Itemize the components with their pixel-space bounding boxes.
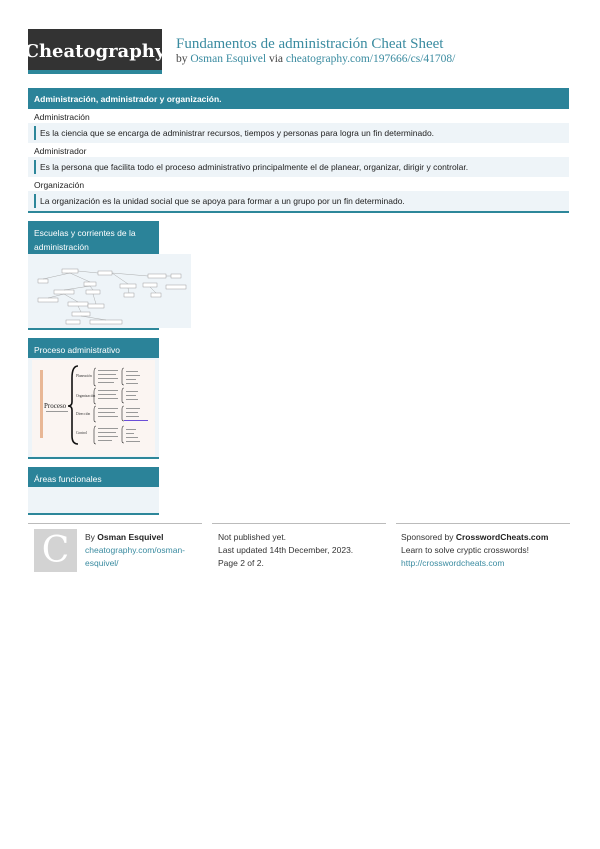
- section-header-areas: Áreas funcionales: [28, 467, 159, 487]
- cheatography-logo[interactable]: [24, 29, 166, 74]
- avatar: [34, 529, 77, 572]
- footer-author-url-cont[interactable]: esquivel/: [85, 558, 119, 568]
- footer-author-name[interactable]: Osman Esquivel: [97, 532, 164, 542]
- sponsor-url[interactable]: http://crosswordcheats.com: [401, 558, 505, 568]
- term-organizacion: Organización: [28, 177, 569, 193]
- footer-by-label: By: [85, 532, 95, 542]
- footer-published: Not published yet.: [218, 532, 287, 542]
- definition-organizacion: La organización es la unidad social que se apoya para formar a un grupo por un fin determinado.: [28, 191, 569, 211]
- footer-author-url[interactable]: cheatography.com/osman-: [85, 545, 186, 555]
- mind-map-diagram: [28, 254, 191, 328]
- via-label: via: [268, 53, 284, 65]
- proceso-diagram-image: [28, 358, 159, 458]
- footer-rule: [28, 523, 202, 524]
- avatar-letter: C: [41, 530, 70, 571]
- section-header-administracion: Administración, administrador y organización.: [28, 88, 569, 109]
- footer-rule: [212, 523, 386, 524]
- box-separator-line: [28, 328, 159, 330]
- author-link[interactable]: Osman Esquivel: [190, 53, 267, 65]
- footer-author-block: [85, 531, 185, 570]
- footer-rule: [396, 523, 570, 524]
- svg-text:Control: Control: [76, 431, 87, 435]
- areas-body: [28, 487, 159, 513]
- sheet-url-link[interactable]: cheatography.com/197666/cs/41708/: [285, 53, 456, 65]
- byline: [176, 53, 455, 65]
- sponsor-name[interactable]: CrosswordCheats.com: [455, 532, 549, 542]
- svg-text:Planeación: Planeación: [76, 374, 92, 378]
- process-diagram: [28, 358, 159, 458]
- box-separator-line: [28, 513, 159, 515]
- svg-text:Proceso: Proceso: [44, 402, 67, 410]
- box-separator-line: [28, 457, 159, 459]
- footer-status-block: [218, 531, 353, 570]
- svg-text:Organización: Organización: [76, 394, 96, 398]
- definition-administracion: Es la ciencia que se encarga de administrar recursos, tiempos y personas para logra un fin determinado.: [28, 123, 569, 143]
- logo-text: Cheatography: [24, 41, 166, 62]
- term-administrador: Administrador: [28, 143, 569, 159]
- sponsored-label: Sponsored by: [401, 532, 454, 542]
- escuelas-diagram-image: [28, 254, 191, 328]
- definition-administrador: Es la persona que facilita todo el proceso administrativo principalmente el de planear, organizar, dirigir y controlar.: [28, 157, 569, 177]
- page-title: Fundamentos de administración Cheat Sheet: [176, 36, 444, 52]
- by-label: by: [176, 53, 188, 65]
- footer-sponsor-block: [401, 531, 548, 570]
- term-administracion: Administración: [28, 109, 569, 125]
- footer-updated: Last updated 14th December, 2023.: [218, 545, 354, 555]
- logo-accent-bar: [28, 70, 162, 74]
- svg-text:Dirección: Dirección: [76, 412, 91, 416]
- section-header-proceso: Proceso administrativo: [28, 338, 159, 358]
- sponsor-tagline: Learn to solve cryptic crosswords!: [401, 545, 530, 555]
- footer-page-number: Page 2 of 2.: [218, 558, 264, 568]
- section-header-escuelas: Escuelas y corrientes de la administración: [28, 221, 159, 254]
- section-end-line: [28, 211, 569, 213]
